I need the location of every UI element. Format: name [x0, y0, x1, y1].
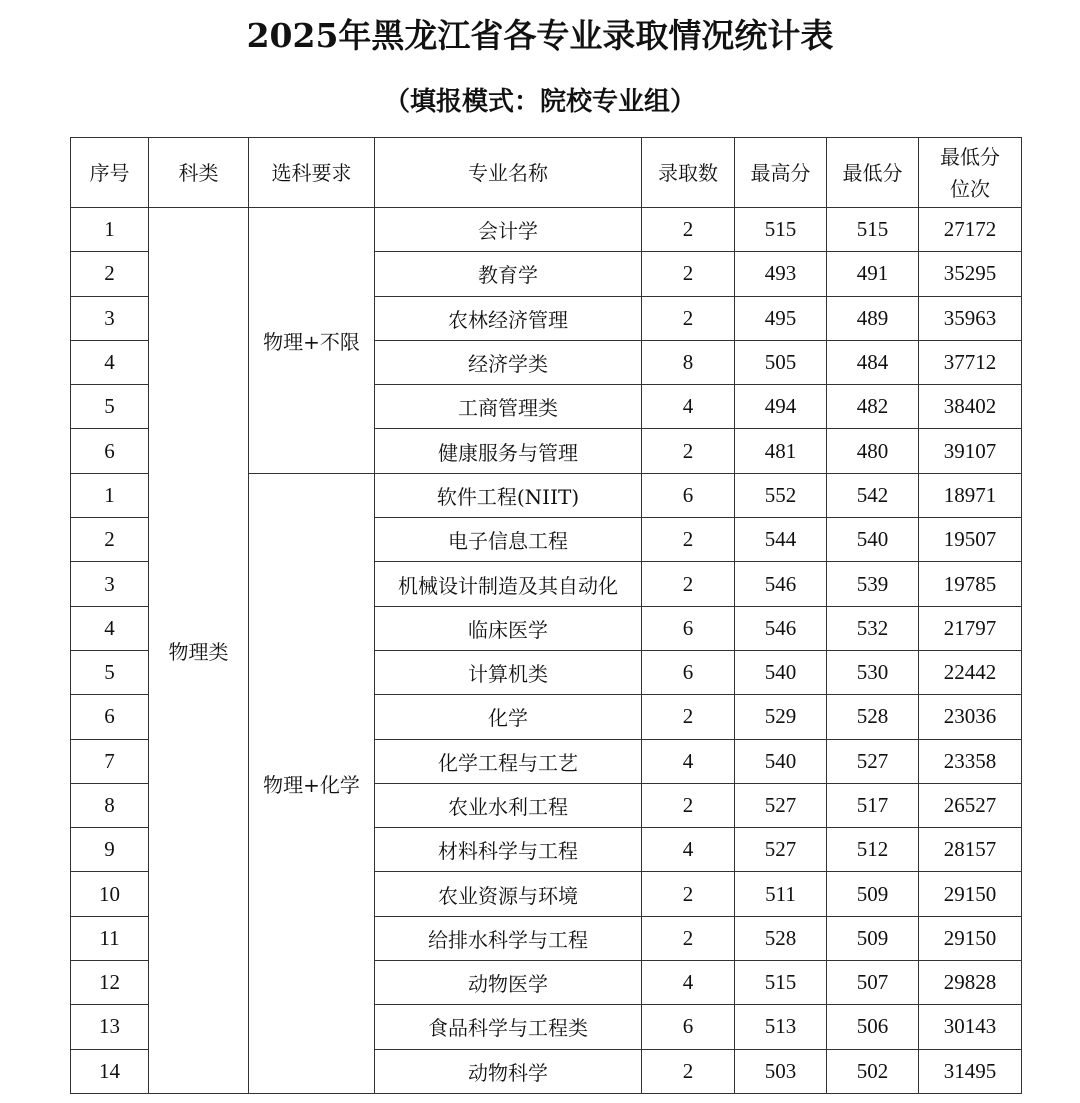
cell-min-rank: 19785: [919, 562, 1022, 606]
cell-min-rank: 38402: [919, 385, 1022, 429]
cell-index: 5: [71, 385, 149, 429]
cell-index: 4: [71, 606, 149, 650]
cell-min-rank: 35295: [919, 252, 1022, 296]
header-min-rank-line2: 位次: [950, 176, 990, 201]
table-header: [71, 138, 1022, 208]
cell-min-rank: 23036: [919, 695, 1022, 739]
cell-admitted: 2: [642, 783, 735, 827]
cell-admitted: 8: [642, 340, 735, 384]
cell-major: 工商管理类: [375, 385, 642, 429]
cell-min-score: 532: [827, 606, 919, 650]
cell-max-score: 505: [735, 340, 827, 384]
cell-admitted: 4: [642, 739, 735, 783]
cell-min-rank: 26527: [919, 783, 1022, 827]
cell-index: 4: [71, 340, 149, 384]
cell-admitted: 6: [642, 650, 735, 694]
cell-major: 会计学: [375, 208, 642, 252]
header-min-rank-line1: 最低分: [940, 144, 1000, 169]
cell-max-score: 493: [735, 252, 827, 296]
cell-min-rank: 29150: [919, 916, 1022, 960]
header-min-rank: [919, 138, 1022, 208]
cell-index: 3: [71, 296, 149, 340]
cell-admitted: 6: [642, 473, 735, 517]
cell-min-score: 527: [827, 739, 919, 783]
table-body: [71, 208, 1022, 1094]
cell-major: 食品科学与工程类: [375, 1005, 642, 1049]
cell-max-score: 494: [735, 385, 827, 429]
cell-max-score: 546: [735, 562, 827, 606]
admission-table: [70, 137, 1022, 1094]
cell-max-score: 544: [735, 518, 827, 562]
cell-admitted: 2: [642, 562, 735, 606]
cell-admitted: 2: [642, 1049, 735, 1093]
cell-admitted: 2: [642, 518, 735, 562]
cell-index: 11: [71, 916, 149, 960]
cell-max-score: 527: [735, 783, 827, 827]
cell-min-rank: 39107: [919, 429, 1022, 473]
table-row: [71, 208, 1022, 252]
cell-min-score: 489: [827, 296, 919, 340]
cell-min-rank: 22442: [919, 650, 1022, 694]
cell-min-rank: 28157: [919, 828, 1022, 872]
cell-index: 2: [71, 518, 149, 562]
cell-max-score: 481: [735, 429, 827, 473]
cell-min-score: 491: [827, 252, 919, 296]
cell-subject-requirement: 物理+化学: [249, 473, 375, 1093]
cell-max-score: 511: [735, 872, 827, 916]
header-subject-requirement: 选科要求: [249, 138, 375, 208]
page-subtitle: （填报模式：院校专业组）: [383, 87, 696, 117]
cell-index: 13: [71, 1005, 149, 1049]
cell-min-rank: 31495: [919, 1049, 1022, 1093]
cell-min-score: 517: [827, 783, 919, 827]
cell-admitted: 6: [642, 606, 735, 650]
cell-min-rank: 18971: [919, 473, 1022, 517]
cell-major: 化学: [375, 695, 642, 739]
cell-index: 6: [71, 429, 149, 473]
cell-max-score: 515: [735, 961, 827, 1005]
cell-index: 12: [71, 961, 149, 1005]
cell-max-score: 503: [735, 1049, 827, 1093]
cell-max-score: 546: [735, 606, 827, 650]
cell-max-score: 515: [735, 208, 827, 252]
cell-major: 教育学: [375, 252, 642, 296]
cell-min-score: 528: [827, 695, 919, 739]
cell-min-rank: 27172: [919, 208, 1022, 252]
cell-min-rank: 35963: [919, 296, 1022, 340]
cell-major: 动物科学: [375, 1049, 642, 1093]
cell-major: 材料科学与工程: [375, 828, 642, 872]
cell-min-score: 509: [827, 916, 919, 960]
cell-max-score: 513: [735, 1005, 827, 1049]
cell-max-score: 527: [735, 828, 827, 872]
header-min-score: 最低分: [827, 138, 919, 208]
cell-admitted: 2: [642, 695, 735, 739]
cell-admitted: 2: [642, 208, 735, 252]
cell-min-rank: 37712: [919, 340, 1022, 384]
header-major: 专业名称: [375, 138, 642, 208]
cell-major: 机械设计制造及其自动化: [375, 562, 642, 606]
cell-max-score: 552: [735, 473, 827, 517]
cell-admitted: 4: [642, 961, 735, 1005]
cell-major: 临床医学: [375, 606, 642, 650]
cell-index: 14: [71, 1049, 149, 1093]
header-admitted: 录取数: [642, 138, 735, 208]
cell-major: 电子信息工程: [375, 518, 642, 562]
cell-index: 10: [71, 872, 149, 916]
cell-admitted: 4: [642, 385, 735, 429]
cell-min-score: 539: [827, 562, 919, 606]
cell-subject-requirement: 物理+不限: [249, 208, 375, 474]
cell-index: 8: [71, 783, 149, 827]
cell-index: 9: [71, 828, 149, 872]
cell-min-rank: 19507: [919, 518, 1022, 562]
cell-category: 物理类: [149, 208, 249, 1094]
cell-max-score: 540: [735, 650, 827, 694]
cell-min-rank: 21797: [919, 606, 1022, 650]
page-title: 2025年黑龙江省各专业录取情况统计表: [246, 16, 834, 55]
cell-min-score: 502: [827, 1049, 919, 1093]
cell-min-score: 512: [827, 828, 919, 872]
cell-admitted: 4: [642, 828, 735, 872]
cell-major: 农业资源与环境: [375, 872, 642, 916]
cell-min-score: 506: [827, 1005, 919, 1049]
cell-major: 农业水利工程: [375, 783, 642, 827]
cell-min-score: 482: [827, 385, 919, 429]
header-index: 序号: [71, 138, 149, 208]
cell-major: 经济学类: [375, 340, 642, 384]
cell-min-score: 480: [827, 429, 919, 473]
cell-index: 2: [71, 252, 149, 296]
cell-min-rank: 23358: [919, 739, 1022, 783]
cell-min-score: 515: [827, 208, 919, 252]
cell-min-score: 509: [827, 872, 919, 916]
cell-index: 1: [71, 473, 149, 517]
cell-min-score: 507: [827, 961, 919, 1005]
cell-major: 动物医学: [375, 961, 642, 1005]
cell-index: 1: [71, 208, 149, 252]
cell-min-rank: 29150: [919, 872, 1022, 916]
cell-admitted: 6: [642, 1005, 735, 1049]
cell-index: 5: [71, 650, 149, 694]
cell-max-score: 528: [735, 916, 827, 960]
cell-major: 给排水科学与工程: [375, 916, 642, 960]
cell-min-score: 542: [827, 473, 919, 517]
cell-admitted: 2: [642, 252, 735, 296]
cell-min-rank: 29828: [919, 961, 1022, 1005]
cell-max-score: 540: [735, 739, 827, 783]
cell-major: 化学工程与工艺: [375, 739, 642, 783]
cell-index: 7: [71, 739, 149, 783]
cell-index: 6: [71, 695, 149, 739]
cell-major: 农林经济管理: [375, 296, 642, 340]
cell-admitted: 2: [642, 296, 735, 340]
header-max-score: 最高分: [735, 138, 827, 208]
cell-min-rank: 30143: [919, 1005, 1022, 1049]
cell-major: 健康服务与管理: [375, 429, 642, 473]
cell-min-score: 540: [827, 518, 919, 562]
header-category: 科类: [149, 138, 249, 208]
cell-admitted: 2: [642, 429, 735, 473]
cell-min-score: 530: [827, 650, 919, 694]
cell-max-score: 495: [735, 296, 827, 340]
cell-admitted: 2: [642, 916, 735, 960]
cell-major: 计算机类: [375, 650, 642, 694]
cell-index: 3: [71, 562, 149, 606]
cell-admitted: 2: [642, 872, 735, 916]
cell-major: 软件工程(NIIT): [375, 473, 642, 517]
cell-min-score: 484: [827, 340, 919, 384]
cell-max-score: 529: [735, 695, 827, 739]
